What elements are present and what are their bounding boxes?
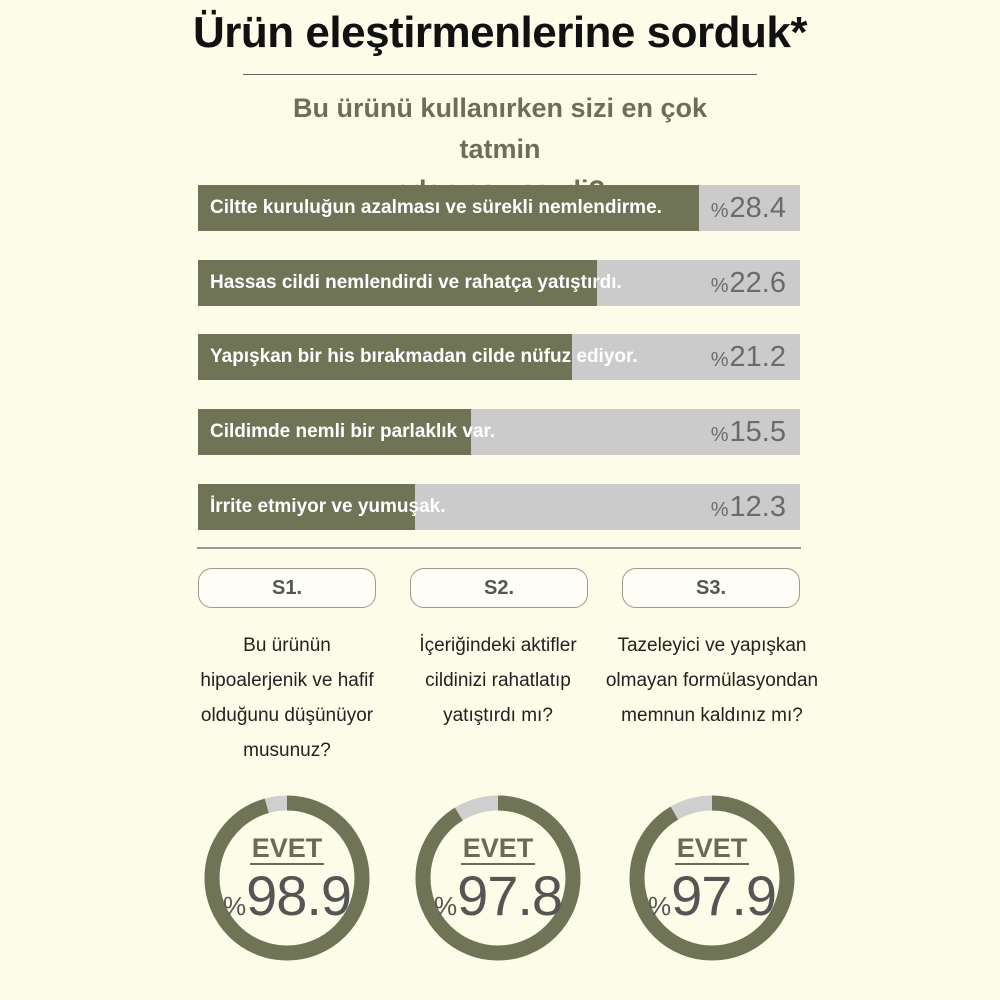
- bar-label: Ciltte kuruluğun azalması ve sürekli nemlendirme.: [210, 197, 662, 218]
- survey-question-line-1: Bu ürünü kullanırken sizi en çok tatmin: [292, 93, 708, 164]
- bar-value-number: 21.2: [729, 341, 786, 373]
- bar-fill: [198, 409, 496, 455]
- page-title: Ürün eleştirmenlerine sorduk*: [193, 8, 807, 57]
- percent-sign: %: [710, 424, 729, 446]
- question-text: [383, 628, 613, 733]
- question-text: [172, 628, 402, 768]
- title-divider: [243, 74, 757, 75]
- question-line: Bu ürünün: [243, 635, 331, 656]
- yes-donut-chart: [413, 793, 583, 963]
- bar-value: [711, 334, 786, 383]
- bar-row: [198, 260, 800, 306]
- answer-label-text: EVET: [676, 833, 748, 863]
- bar-value-number: 12.3: [729, 491, 786, 523]
- question-line: İçeriğindeki aktifler: [419, 635, 577, 656]
- answer-label-text: EVET: [462, 833, 534, 863]
- section-divider: [197, 547, 801, 549]
- bar-value: [711, 260, 786, 309]
- question-line: cildinizi rahatlatıp: [425, 670, 571, 691]
- donut-value: [202, 863, 372, 928]
- bar-row: [198, 409, 800, 455]
- percent-sign: %: [710, 275, 729, 297]
- bar-value: [711, 185, 786, 234]
- bar-value: [711, 409, 786, 458]
- question-line: olmayan formülasyondan: [605, 670, 819, 691]
- bar-value-number: 22.6: [729, 267, 786, 299]
- answer-label: [413, 833, 583, 864]
- bar-fill: [198, 260, 622, 306]
- question-line: yatıştırdı mı?: [443, 705, 553, 726]
- percent-sign: %: [710, 499, 729, 521]
- bar-value-number: 15.5: [729, 416, 786, 448]
- answer-label: [627, 833, 797, 864]
- question-line: olduğunu düşünüyor: [200, 705, 374, 726]
- bar-row: [198, 334, 800, 380]
- bar-label: Cildimde nemli bir parlaklık var.: [210, 421, 496, 442]
- percent-sign: %: [710, 349, 729, 371]
- bar-label: Yapışkan bir his bırakmadan cilde nüfuz ediyor.: [210, 346, 638, 367]
- donut-value-number: 97.8: [457, 864, 563, 927]
- bar-label: Hassas cildi nemlendirdi ve rahatça yatıştırdı.: [210, 272, 622, 293]
- question-badge: S3.: [622, 568, 800, 608]
- percent-sign: %: [222, 891, 247, 921]
- bar-fill: [198, 484, 446, 530]
- bar-value-number: 28.4: [729, 192, 786, 224]
- percent-sign: %: [647, 891, 672, 921]
- bar-value: [711, 484, 786, 533]
- question-text: [597, 628, 827, 733]
- bar-label: İrrite etmiyor ve yumuşak.: [210, 496, 446, 517]
- donut-value-number: 98.9: [246, 864, 352, 927]
- donut-value-number: 97.9: [671, 864, 777, 927]
- question-line: hipoalerjenik ve hafif: [200, 670, 374, 691]
- bar-fill: [198, 334, 638, 380]
- yes-donut-chart: [627, 793, 797, 963]
- answer-label-text: EVET: [251, 833, 323, 863]
- question-line: Tazeleyici ve yapışkan: [617, 635, 807, 656]
- percent-sign: %: [710, 200, 729, 222]
- bar-row: [198, 484, 800, 530]
- question-badge: S1.: [198, 568, 376, 608]
- bar-fill: [198, 185, 699, 231]
- donut-value: [413, 863, 583, 928]
- question-line: musunuz?: [243, 740, 331, 761]
- yes-donut-chart: [202, 793, 372, 963]
- percent-sign: %: [433, 891, 458, 921]
- bar-row: [198, 185, 800, 231]
- question-line: memnun kaldınız mı?: [621, 705, 803, 726]
- question-badge: S2.: [410, 568, 588, 608]
- donut-value: [627, 863, 797, 928]
- answer-label: [202, 833, 372, 864]
